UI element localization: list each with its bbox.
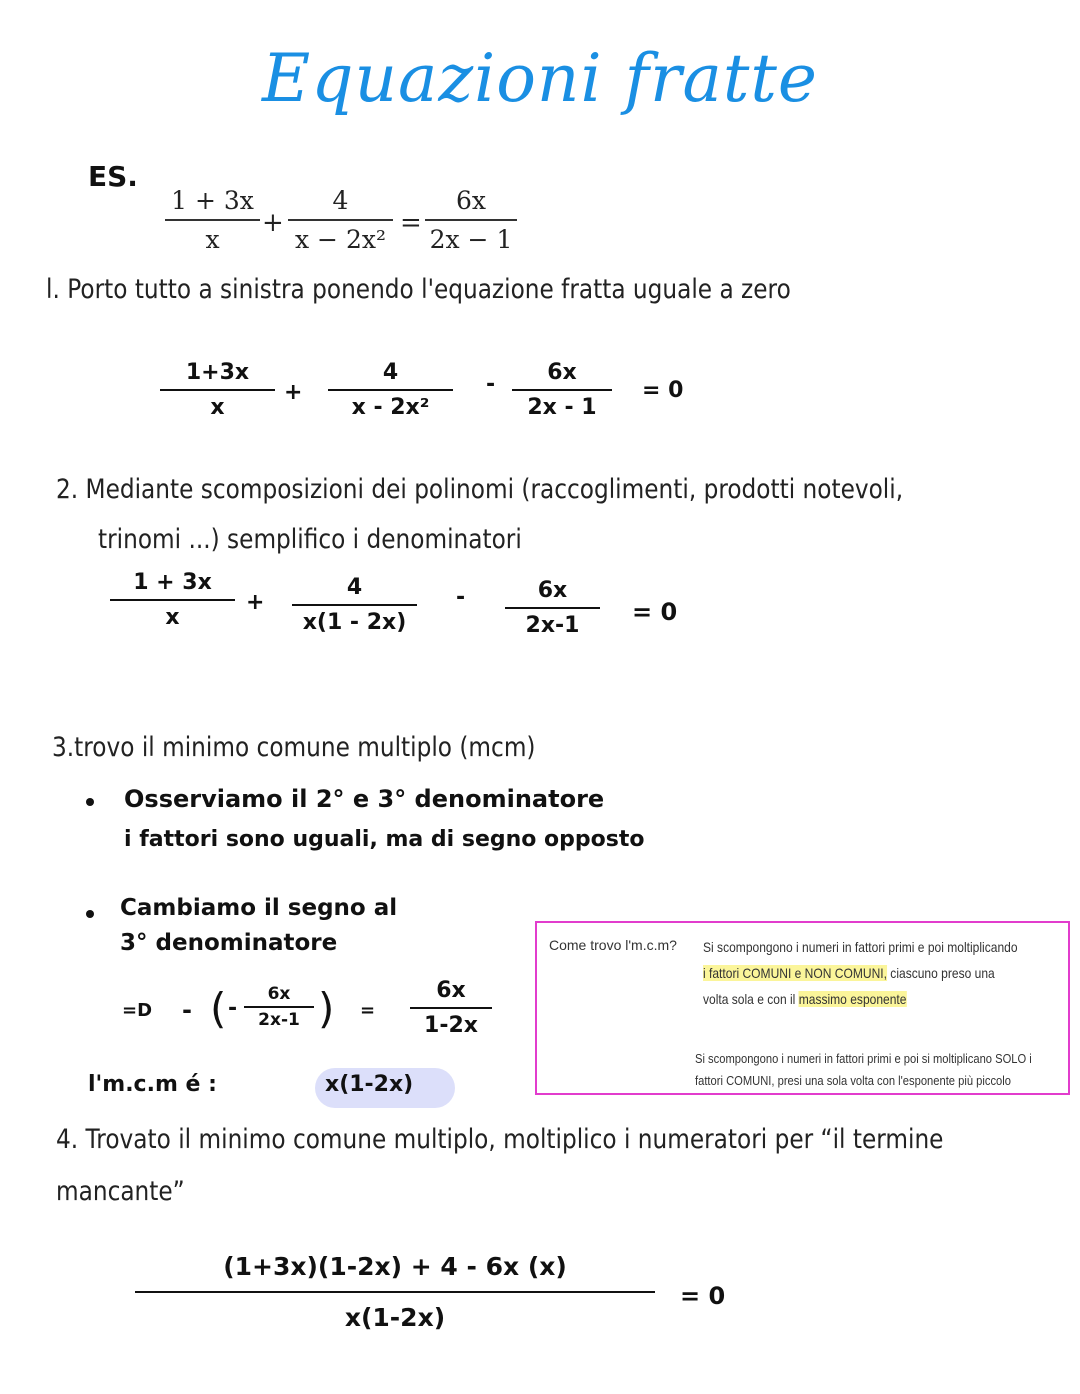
fraction-2 — [328, 360, 453, 420]
numerator: 4 — [346, 575, 363, 600]
numerator: 6x — [537, 578, 568, 603]
step-3-text: 3.trovo il minimo comune multiplo (mcm) — [52, 732, 536, 763]
page-title: Equazioni fratte — [262, 40, 818, 117]
mcm-explanation-line-1: Si scompongono i numeri in fattori primi e poi moltiplicando — [703, 939, 1018, 955]
denominator: 1-2x — [424, 1013, 478, 1038]
fraction-1 — [160, 360, 275, 420]
plain-text: ciascuno preso una — [886, 965, 995, 981]
fraction-bar — [505, 607, 600, 609]
equals-zero: = 0 — [642, 378, 684, 403]
denominator: 2x - 1 — [527, 395, 597, 420]
numerator: 1 + 3x — [171, 186, 254, 215]
fraction-bar — [160, 389, 275, 391]
bullet-point — [86, 798, 94, 806]
fraction-2 — [288, 186, 393, 254]
numerator: 1+3x — [185, 360, 250, 385]
equals-zero: = 0 — [632, 598, 678, 626]
highlighted-text: massimo esponente — [798, 991, 907, 1007]
denominator: x − 2x² — [295, 224, 386, 254]
bullet-1-line-1: Osserviamo il 2° e 3° denominatore — [124, 785, 605, 813]
inner-fraction — [244, 984, 314, 1030]
denominator: 2x-1 — [258, 1010, 300, 1030]
fraction-1 — [165, 186, 260, 254]
info-question: Come trovo l'm.c.m? — [549, 937, 677, 953]
numerator: 6x — [436, 978, 466, 1003]
fraction-3 — [512, 360, 612, 420]
fraction-1 — [110, 570, 235, 630]
numerator: 1 + 3x — [133, 570, 212, 595]
final-fraction — [135, 1252, 655, 1332]
fraction-bar — [410, 1007, 492, 1009]
fraction-3 — [505, 578, 600, 638]
mcm-value: x(1-2x) — [325, 1072, 414, 1097]
fraction-bar — [288, 219, 393, 221]
denominator: x(1-2x) — [344, 1303, 446, 1332]
es-label: ES. — [88, 160, 138, 193]
minus-sign: - — [456, 585, 466, 610]
plus-sign: + — [262, 208, 284, 238]
fraction-bar — [292, 604, 417, 606]
close-paren: ) — [318, 984, 335, 1033]
mcm-explanation-line-3 — [703, 989, 906, 1009]
mcm-explanation-line-2 — [703, 963, 995, 983]
minus-sign: - — [182, 996, 192, 1024]
result-fraction — [410, 978, 492, 1038]
fraction-2 — [292, 575, 417, 635]
denominator: x — [205, 224, 220, 254]
denominator: x — [210, 395, 225, 420]
bullet-point — [86, 910, 94, 918]
step-1-text: l. Porto tutto a sinistra ponendo l'equazione fratta uguale a zero — [46, 274, 791, 305]
fraction-3 — [425, 186, 517, 254]
denominator: x - 2x² — [351, 395, 430, 420]
mcd-explanation-line-1: Si scompongono i numeri in fattori primi e poi si moltiplicano SOLO i — [695, 1051, 1032, 1066]
fraction-bar — [135, 1291, 655, 1293]
step-4-text-line-2: mancante” — [56, 1176, 185, 1207]
plus-sign: + — [284, 380, 303, 405]
mcd-explanation-line-2: fattori COMUNI, presi una sola volta con l'esponente più piccolo — [695, 1073, 1011, 1088]
inner-minus-sign: - — [228, 996, 238, 1021]
plus-sign: + — [246, 590, 265, 615]
fraction-bar — [110, 599, 235, 601]
fraction-bar — [512, 389, 612, 391]
bullet-2-line-2: 3° denominatore — [120, 930, 338, 956]
denominator: 2x − 1 — [429, 224, 513, 254]
info-box — [535, 921, 1070, 1095]
numerator: 4 — [382, 360, 399, 385]
bullet-1-line-2: i fattori sono uguali, ma di segno opposto — [124, 827, 645, 852]
denominator: 2x-1 — [525, 613, 580, 638]
numerator: 4 — [332, 186, 349, 215]
fraction-bar — [425, 219, 517, 221]
highlighted-text: i fattori COMUNI e NON COMUNI, — [703, 965, 887, 981]
fraction-bar — [244, 1006, 314, 1008]
step-2-text-line-2: trinomi ...) semplifico i denominatori — [98, 524, 522, 555]
implies-arrow: =D — [122, 1000, 153, 1021]
numerator: 6x — [267, 984, 291, 1004]
open-paren: ( — [210, 984, 227, 1033]
equals-sign: = — [360, 1000, 376, 1021]
step-2-text-line-1: 2. Mediante scomposizioni dei polinomi (raccoglimenti, prodotti notevoli, — [56, 474, 904, 505]
step-4-text-line-1: 4. Trovato il minimo comune multiplo, moltiplico i numeratori per “il termine — [56, 1124, 944, 1155]
bullet-2-line-1: Cambiamo il segno al — [120, 895, 398, 921]
numerator: (1+3x)(1-2x) + 4 - 6x (x) — [223, 1252, 567, 1281]
minus-sign: - — [486, 372, 496, 397]
equals-zero: = 0 — [680, 1282, 726, 1310]
denominator: x — [165, 605, 180, 630]
numerator: 6x — [547, 360, 577, 385]
denominator: x(1 - 2x) — [302, 610, 407, 635]
fraction-bar — [165, 219, 260, 221]
mcm-label: l'm.c.m é : — [88, 1072, 217, 1097]
fraction-bar — [328, 389, 453, 391]
equals-sign: = — [400, 208, 422, 238]
numerator: 6x — [455, 186, 486, 215]
plain-text: volta sola e con il — [703, 991, 799, 1007]
